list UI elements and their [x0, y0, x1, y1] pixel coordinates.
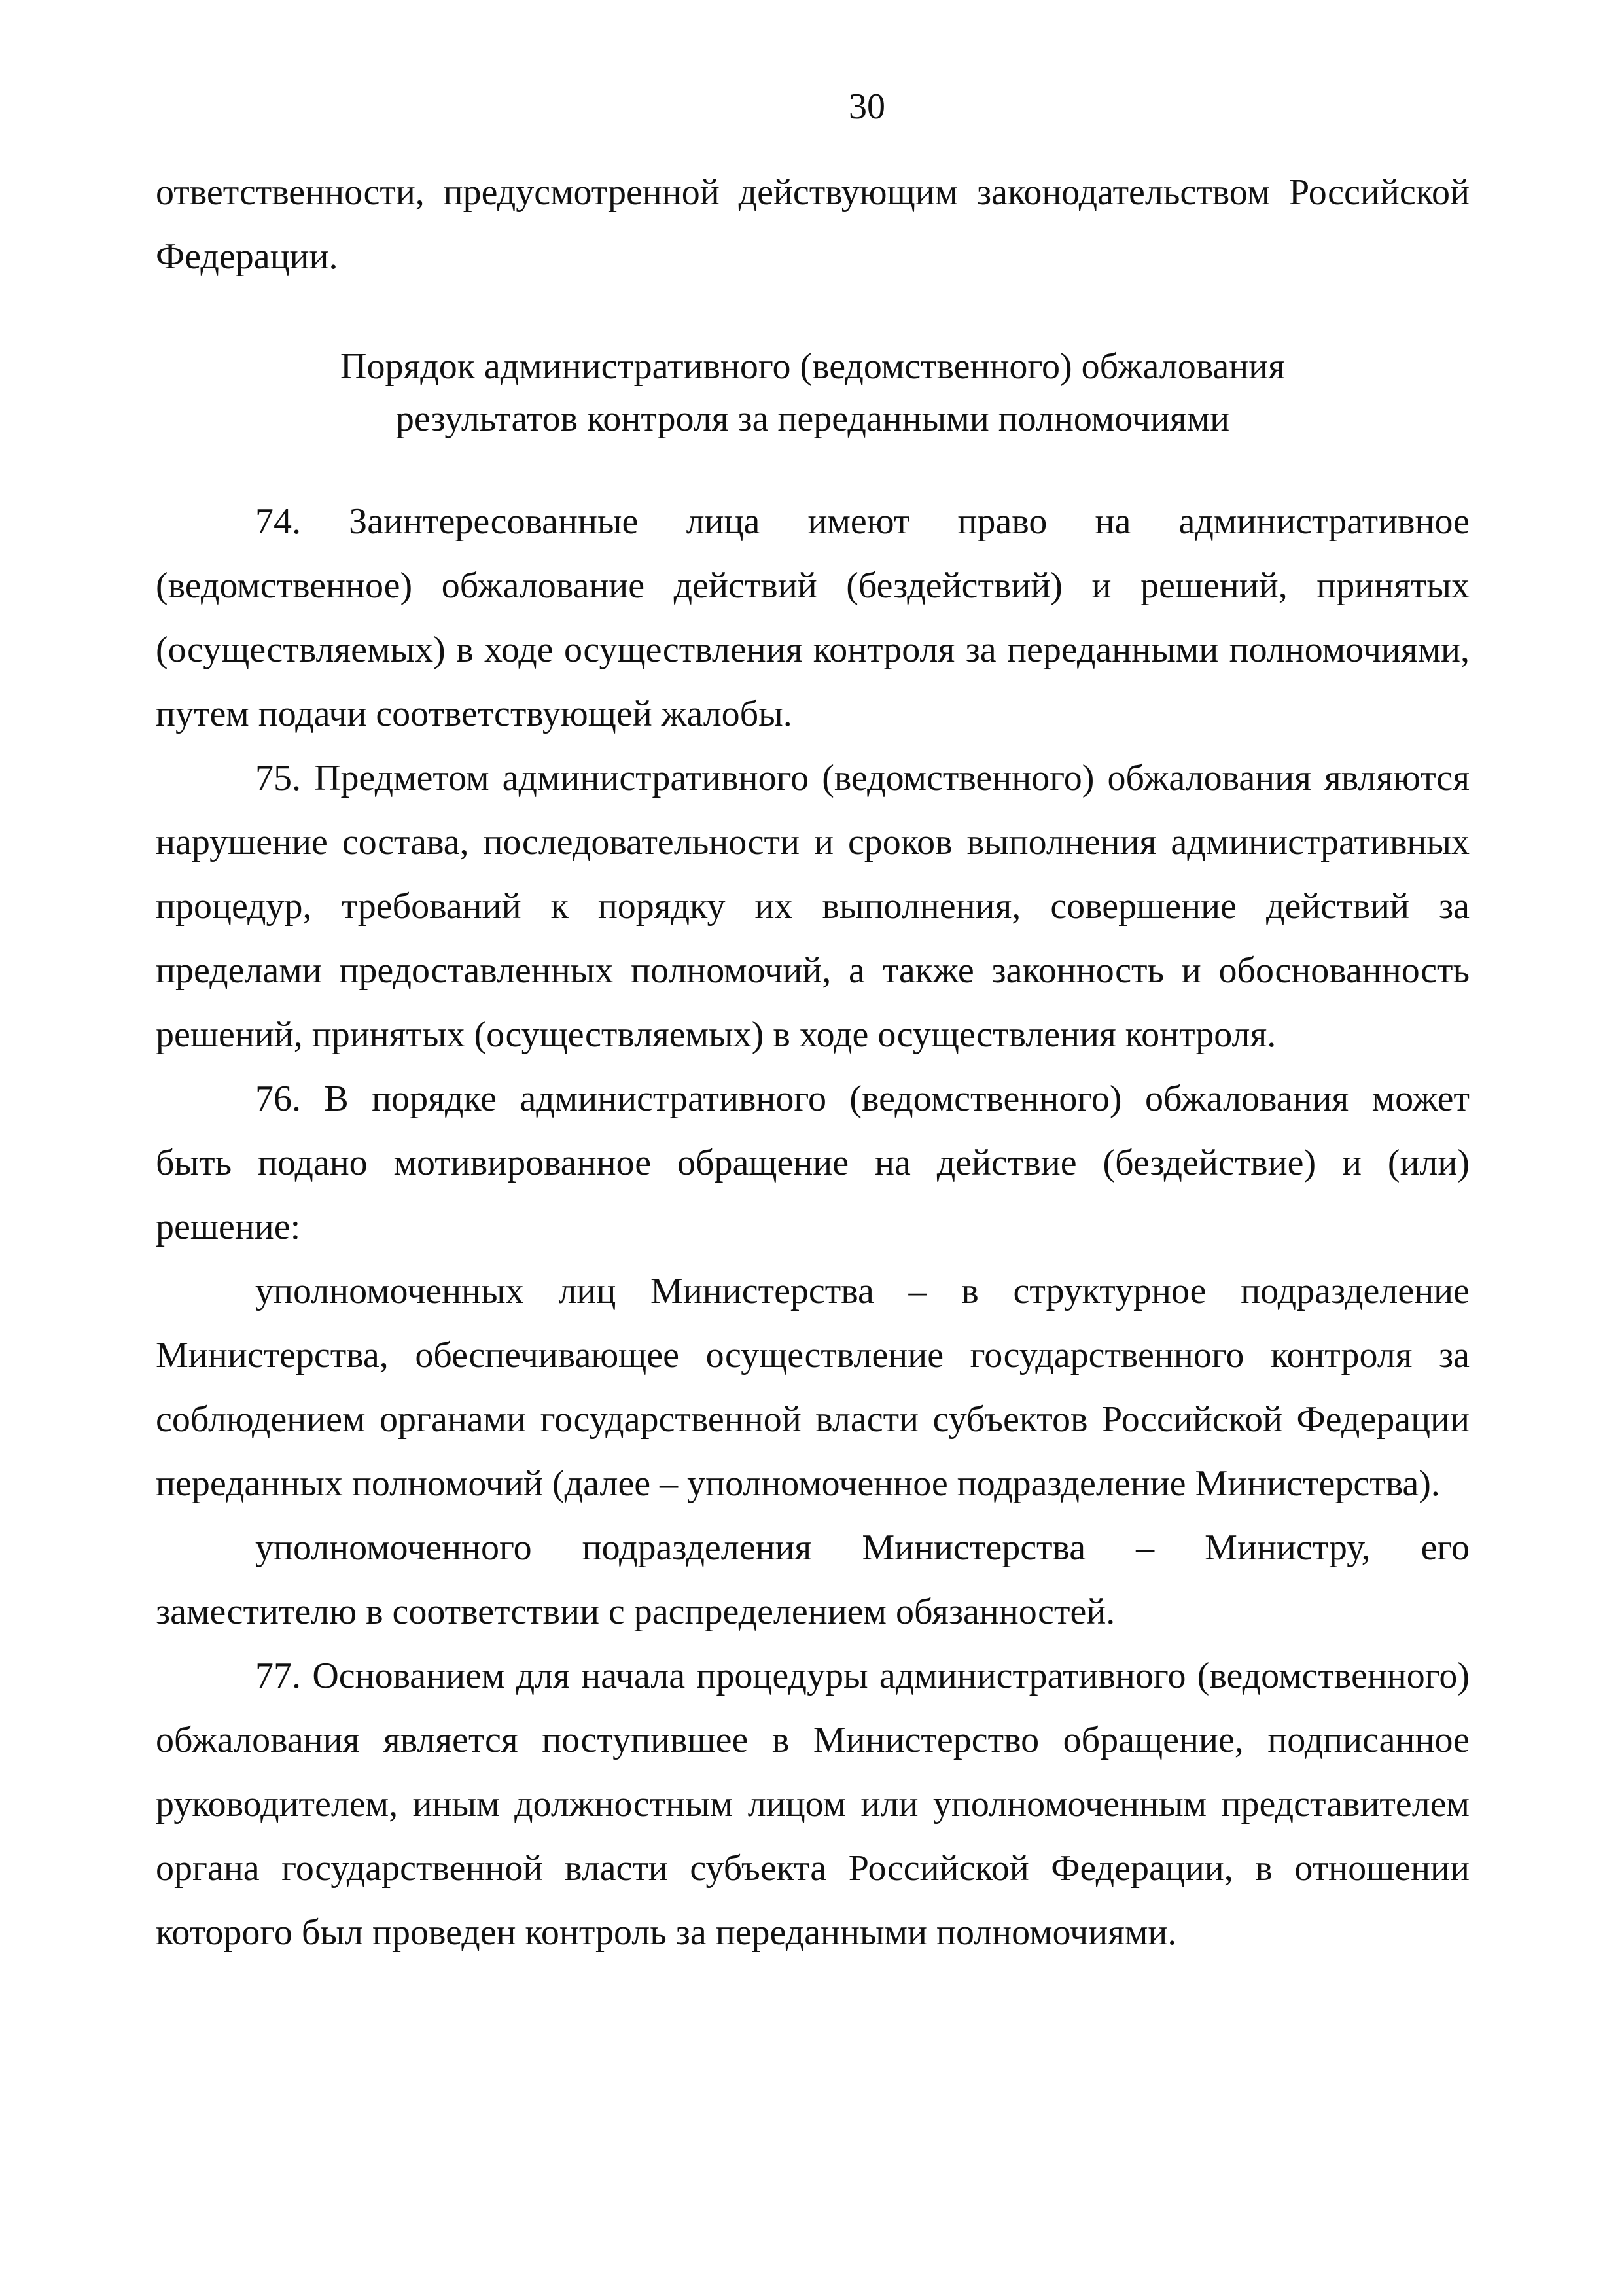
section-heading-line-1: Порядок административного (ведомственного) обжалования: [340, 346, 1285, 387]
page-number: 30: [849, 86, 885, 127]
paragraph-74: 74. Заинтересованные лица имеют право на административное (ведомственное) обжалование действий (бездействий) и решений, принятых (осуществляемых) в ходе осуществления контроля за переданными полномочиями, путем подачи соответствующей жалобы.: [156, 501, 1470, 734]
paragraph-77: 77. Основанием для начала процедуры административного (ведомственного) обжалования является поступившее в Министерство обращение, подписанное руководителем, иным должностным лицом или уполномоченным представителем органа государственной власти субъекта Российской Федерации, в отношении которого был проведен контроль за переданными полномочиями.: [156, 1656, 1470, 1953]
paragraph-76: 76. В порядке административного (ведомственного) обжалования может быть подано мотивированное обращение на действие (бездействие) и (или) решение:: [156, 1078, 1470, 1247]
paragraph-75: 75. Предметом административного (ведомственного) обжалования являются нарушение состава, последовательности и сроков выполнения административных процедур, требований к порядку их выполнения, совершение действий за пределами предоставленных полномочий, а также законность и обоснованность решений, принятых (осуществляемых) в ходе осуществления контроля.: [156, 758, 1470, 1055]
intro-block: [156, 160, 1470, 289]
body-text: [156, 489, 1470, 1965]
section-heading: [156, 340, 1470, 445]
paragraph-76-item-b: уполномоченного подразделения Министерства – Министру, его заместителю в соответствии с распределением обязанностей.: [156, 1527, 1470, 1632]
section-heading-line-2: результатов контроля за переданными полномочиями: [395, 399, 1230, 439]
paragraph-76-item-a: уполномоченных лиц Министерства – в структурное подразделение Министерства, обеспечивающее осуществление государственного контроля за соблюдением органами государственной власти субъектов Российской Федерации переданных полномочий (далее – уполномоченное подразделение Министерства).: [156, 1271, 1470, 1504]
intro-paragraph: ответственности, предусмотренной действующим законодательством Российской Федерации.: [156, 172, 1470, 277]
